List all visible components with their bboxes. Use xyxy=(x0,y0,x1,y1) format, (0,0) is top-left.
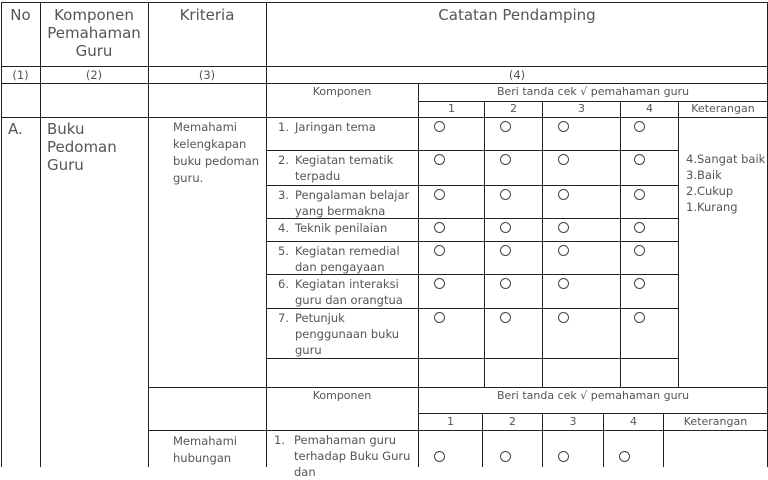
keterangan-legend: 3.Baik xyxy=(686,168,722,182)
grid-line xyxy=(148,430,767,431)
radio-item3-rating-3[interactable] xyxy=(558,189,569,200)
section-b-rating-header-3: 3 xyxy=(569,415,577,428)
item-number: 6. xyxy=(278,277,289,291)
item-number: 4. xyxy=(278,221,289,235)
subheader-komponen: Komponen xyxy=(312,85,372,98)
radio-item2-rating-1[interactable] xyxy=(434,154,445,165)
grid-line xyxy=(418,358,678,359)
grid-line xyxy=(1,117,767,118)
radio-b-item1-rating-2[interactable] xyxy=(500,451,511,462)
grid-line xyxy=(418,218,678,219)
keterangan-legend: 2.Cukup xyxy=(686,184,734,198)
rating-header-4: 4 xyxy=(646,102,653,115)
radio-item4-rating-3[interactable] xyxy=(558,222,569,233)
radio-item6-rating-3[interactable] xyxy=(558,278,569,289)
item-label: guru xyxy=(295,343,322,357)
section-b-komponen: Komponen xyxy=(312,389,372,402)
item-label: Teknik penilaian xyxy=(295,221,388,235)
section-a-letter: A. xyxy=(8,120,23,138)
header-kriteria: Kriteria xyxy=(179,6,235,24)
section-b-rating-header-2: 2 xyxy=(509,415,516,428)
item-label: Kegiatan tematik xyxy=(295,153,394,167)
rating-header-1: 1 xyxy=(448,102,455,115)
radio-item5-rating-2[interactable] xyxy=(500,245,511,256)
section-a-title: Pedoman xyxy=(47,138,117,156)
radio-item5-rating-1[interactable] xyxy=(434,245,445,256)
radio-item7-rating-3[interactable] xyxy=(558,312,569,323)
radio-item5-rating-3[interactable] xyxy=(558,245,569,256)
header-komponen: Pemahaman xyxy=(47,24,141,42)
grid-line xyxy=(620,101,621,387)
radio-item6-rating-1[interactable] xyxy=(434,278,445,289)
section-b-item-label: Pemahaman guru xyxy=(294,433,396,447)
item-label: yang bermakna xyxy=(295,204,386,218)
grid-line xyxy=(418,413,767,414)
radio-item1-rating-1[interactable] xyxy=(434,121,445,132)
radio-item2-rating-4[interactable] xyxy=(634,154,645,165)
item-label: dan pengayaan xyxy=(295,260,385,274)
section-a-kriteria: kelengkapan xyxy=(173,137,247,151)
section-b-item-number: 1. xyxy=(274,433,285,447)
subheader-keterangan: Keterangan xyxy=(691,102,755,115)
keterangan-legend: 4.Sangat baik xyxy=(686,152,766,166)
col-number-1: (1) xyxy=(12,68,29,82)
keterangan-legend: 1.Kurang xyxy=(686,200,738,214)
grid-line xyxy=(678,101,679,387)
item-number: 5. xyxy=(278,244,289,258)
grid-line xyxy=(418,308,678,309)
section-a-kriteria: Memahami xyxy=(173,120,237,134)
radio-item2-rating-2[interactable] xyxy=(500,154,511,165)
grid-line xyxy=(266,358,418,359)
section-a-title: Guru xyxy=(47,156,84,174)
item-label: terpadu xyxy=(295,169,341,183)
radio-item3-rating-1[interactable] xyxy=(434,189,445,200)
grid-line xyxy=(418,150,678,151)
section-b-kriteria: Memahami xyxy=(173,434,237,448)
radio-item6-rating-2[interactable] xyxy=(500,278,511,289)
item-number: 2. xyxy=(278,153,289,167)
grid-line xyxy=(542,101,543,387)
col-number-3: (3) xyxy=(198,68,216,82)
section-b-item-label: terhadap Buku Guru xyxy=(294,449,411,463)
col-number-2: (2) xyxy=(85,68,103,82)
radio-item1-rating-3[interactable] xyxy=(558,121,569,132)
section-b-item-label: dan xyxy=(294,465,316,479)
item-label: Pengalaman belajar xyxy=(295,188,410,202)
radio-item4-rating-2[interactable] xyxy=(500,222,511,233)
section-b-rating-header-4: 4 xyxy=(630,415,637,428)
item-number: 7. xyxy=(278,311,289,325)
radio-item2-rating-3[interactable] xyxy=(558,154,569,165)
grid-line xyxy=(266,308,418,309)
grid-line xyxy=(418,185,678,186)
item-number: 3. xyxy=(278,188,289,202)
radio-item7-rating-1[interactable] xyxy=(434,312,445,323)
grid-line xyxy=(418,83,419,387)
rating-header-3: 3 xyxy=(578,102,585,115)
grid-line xyxy=(266,150,418,151)
radio-item1-rating-2[interactable] xyxy=(500,121,511,132)
radio-b-item1-rating-3[interactable] xyxy=(558,451,569,462)
section-b-kriteria: hubungan xyxy=(173,451,232,465)
item-label: Jaringan tema xyxy=(295,120,376,134)
radio-b-item1-rating-4[interactable] xyxy=(619,451,630,462)
grid-line xyxy=(484,101,485,387)
radio-item4-rating-1[interactable] xyxy=(434,222,445,233)
grid-line xyxy=(418,274,678,275)
section-b-keterangan: Keterangan xyxy=(683,415,748,428)
section-a-kriteria: buku pedoman xyxy=(173,154,260,168)
header-no: No xyxy=(10,6,31,24)
radio-item7-rating-4[interactable] xyxy=(634,312,645,323)
item-label: Petunjuk xyxy=(295,311,345,325)
radio-item1-rating-4[interactable] xyxy=(634,121,645,132)
radio-item3-rating-4[interactable] xyxy=(634,189,645,200)
radio-item5-rating-4[interactable] xyxy=(634,245,645,256)
radio-b-item1-rating-1[interactable] xyxy=(434,451,445,462)
section-a-kriteria: guru. xyxy=(173,171,204,185)
col-number-4: (4) xyxy=(508,68,526,82)
item-label: guru dan orangtua xyxy=(295,293,403,307)
header-komponen: Komponen xyxy=(54,6,134,24)
item-label: Kegiatan remedial xyxy=(295,244,400,258)
radio-item4-rating-4[interactable] xyxy=(634,222,645,233)
item-label: Kegiatan interaksi xyxy=(295,277,399,291)
header-komponen: Guru xyxy=(75,42,113,60)
rating-header-2: 2 xyxy=(510,102,517,115)
grid-line xyxy=(1,83,767,84)
item-label: penggunaan buku xyxy=(295,327,400,341)
section-a-title: Buku xyxy=(47,120,85,138)
grid-line xyxy=(266,185,418,186)
radio-item3-rating-2[interactable] xyxy=(500,189,511,200)
grid-line xyxy=(266,387,767,388)
item-number: 1. xyxy=(278,120,289,134)
grid-line xyxy=(418,241,678,242)
grid-line xyxy=(266,241,418,242)
section-b-beri-tanda: Beri tanda cek √ pemahaman guru xyxy=(496,389,690,402)
section-b-rating-header-1: 1 xyxy=(447,415,454,428)
radio-item7-rating-2[interactable] xyxy=(500,312,511,323)
subheader-beri-tanda: Beri tanda cek √ pemahaman guru xyxy=(496,85,690,98)
table-top-border xyxy=(1,2,767,3)
radio-item6-rating-4[interactable] xyxy=(634,278,645,289)
header-catatan-pendamping: Catatan Pendamping xyxy=(438,6,596,24)
